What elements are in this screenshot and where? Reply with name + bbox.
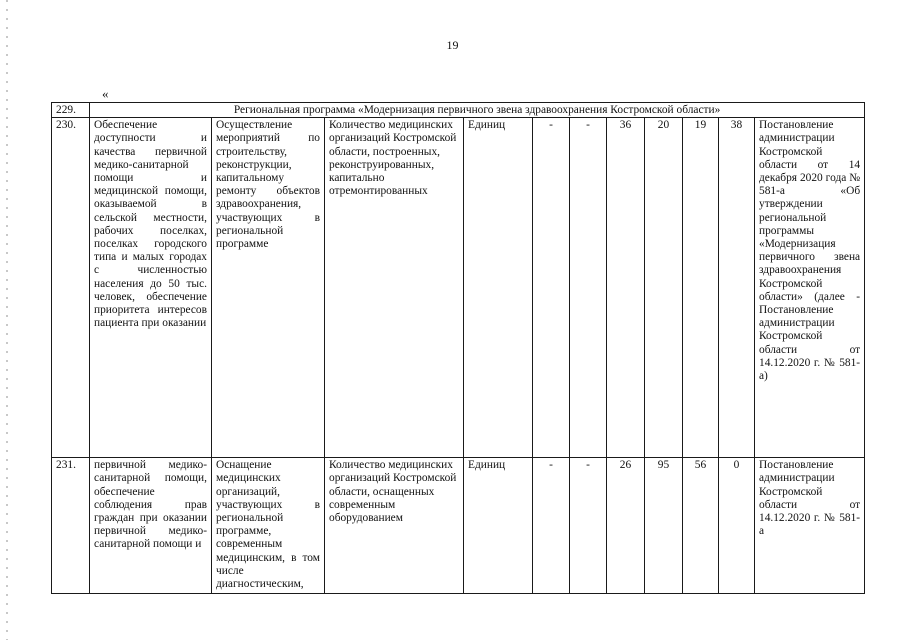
row-value-4: 95 bbox=[645, 458, 683, 594]
section-header-row bbox=[52, 103, 865, 118]
row-unit: Единиц bbox=[464, 458, 533, 594]
row-value-3: 26 bbox=[607, 458, 645, 594]
row-value-2: - bbox=[570, 118, 607, 458]
row-number: 230. bbox=[52, 118, 90, 458]
row-value-4: 20 bbox=[645, 118, 683, 458]
row-value-2: - bbox=[570, 458, 607, 594]
opening-quote-mark: « bbox=[102, 86, 109, 101]
row-value-5: 19 bbox=[683, 118, 719, 458]
row-indicator: Количество медицинских организаций Костромской области, оснащенных современным оборудованием bbox=[325, 458, 464, 594]
row-value-1: - bbox=[533, 458, 570, 594]
row-legal-document: Постановление администрации Костромской области от 14 декабря 2020 года № 581-а «Об утверждении региональной программы «Модернизация первичного звена здравоохранения Костромской области» (далее - Постановление администрации Костромской области от 14.12.2020 г. № 581-а) bbox=[755, 118, 865, 458]
row-value-1: - bbox=[533, 118, 570, 458]
row-objective: Обеспечение доступности и качества первичной медико-санитарной помощи и медицинской помощи, оказываемой в сельской местности, рабочих поселках, поселках городского типа и малых городах с численностью населения до 50 тыс. человек, обеспечение приоритета интересов пациента при оказании bbox=[90, 118, 212, 458]
section-number: 229. bbox=[52, 103, 90, 118]
row-legal-document: Постановление администрации Костромской области от 14.12.2020 г. № 581-а bbox=[755, 458, 865, 594]
row-activity: Осуществление мероприятий по строительству, реконструкции, капитальному ремонту объектов здравоохранения, участвующих в региональной программе bbox=[212, 118, 325, 458]
row-value-3: 36 bbox=[607, 118, 645, 458]
row-number: 231. bbox=[52, 458, 90, 594]
row-indicator: Количество медицинских организаций Костромской области, построенных, реконструированных, капитально отремонтированных bbox=[325, 118, 464, 458]
table-row bbox=[52, 118, 865, 458]
page-number: 19 bbox=[446, 38, 459, 52]
section-title: Региональная программа «Модернизация первичного звена здравоохранения Костромской области» bbox=[90, 103, 865, 118]
row-objective: первичной медико-санитарной помощи, обеспечение соблюдения прав граждан при оказании первичной медико-санитарной помощи и bbox=[90, 458, 212, 594]
scan-punch-marks bbox=[6, 0, 8, 640]
program-table bbox=[51, 102, 865, 594]
row-value-5: 56 bbox=[683, 458, 719, 594]
row-activity: Оснащение медицинских организаций, участвующих в региональной программе, современным медицинским, в том числе диагностическим, bbox=[212, 458, 325, 594]
row-value-6: 0 bbox=[719, 458, 755, 594]
row-value-6: 38 bbox=[719, 118, 755, 458]
table-row bbox=[52, 458, 865, 594]
row-unit: Единиц bbox=[464, 118, 533, 458]
